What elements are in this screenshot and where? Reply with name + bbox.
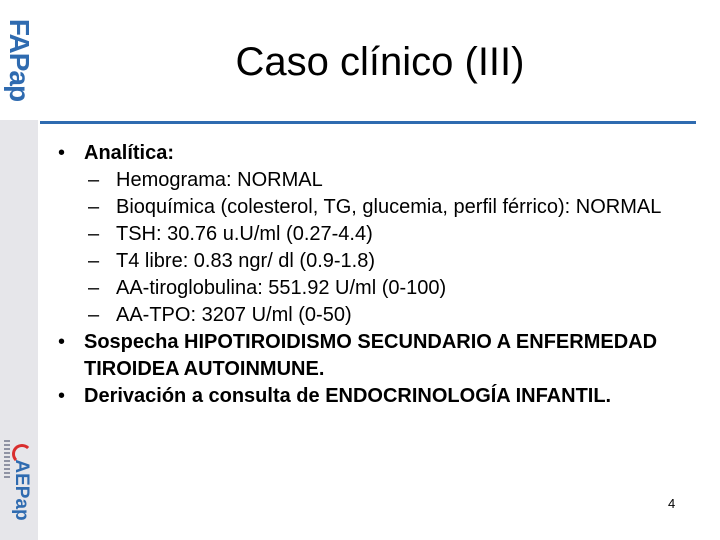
bullet-analitica-label: Analítica:	[84, 142, 175, 164]
sub-bullet-text: AA-TPO: 3207 U/ml (0-50)	[116, 304, 352, 326]
bullet-analitica	[58, 140, 698, 167]
dash-marker: –	[88, 223, 100, 245]
bullet-sospecha-text: Sospecha HIPOTIROIDISMO SECUNDARIO A ENFERMEDAD TIROIDEA AUTOINMUNE.	[84, 331, 658, 380]
bullet-derivacion	[58, 383, 698, 410]
dash-marker: –	[88, 250, 100, 272]
sub-bullet-aa-tiroglobulina	[58, 275, 698, 302]
dash-marker: –	[88, 277, 100, 299]
sub-bullet-text: Hemograma: NORMAL	[116, 169, 323, 191]
sub-bullet-t4	[58, 248, 698, 275]
fapap-logo-text: FAPap	[4, 18, 35, 102]
slide-title: Caso clínico (III)	[235, 40, 525, 84]
sub-bullet-bioquimica	[58, 194, 698, 221]
sub-bullet-hemograma	[58, 167, 698, 194]
dash-marker: –	[88, 304, 100, 326]
title-divider	[40, 121, 696, 124]
slide-content	[58, 140, 698, 410]
sub-bullet-text: AA-tiroglobulina: 551.92 U/ml (0-100)	[116, 277, 447, 299]
sub-bullet-aa-tpo	[58, 302, 698, 329]
bullet-sospecha	[58, 329, 698, 383]
sub-bullet-text: Bioquímica (colesterol, TG, glucemia, perfil férrico): NORMAL	[116, 196, 662, 218]
bullet-derivacion-text: Derivación a consulta de ENDOCRINOLOGÍA INFANTIL.	[84, 385, 612, 407]
fapap-logo	[3, 10, 35, 110]
sub-bullet-tsh	[58, 221, 698, 248]
dash-marker: –	[88, 169, 100, 191]
page-number: 4	[668, 496, 676, 511]
sub-bullet-text: T4 libre: 0.83 ngr/ dl (0.9-1.8)	[116, 250, 376, 272]
dash-marker: –	[88, 196, 100, 218]
aepap-logo-text: AEPap	[11, 459, 33, 521]
aepap-logo	[2, 438, 36, 538]
sub-bullet-text: TSH: 30.76 u.U/ml (0.27-4.4)	[116, 223, 373, 245]
